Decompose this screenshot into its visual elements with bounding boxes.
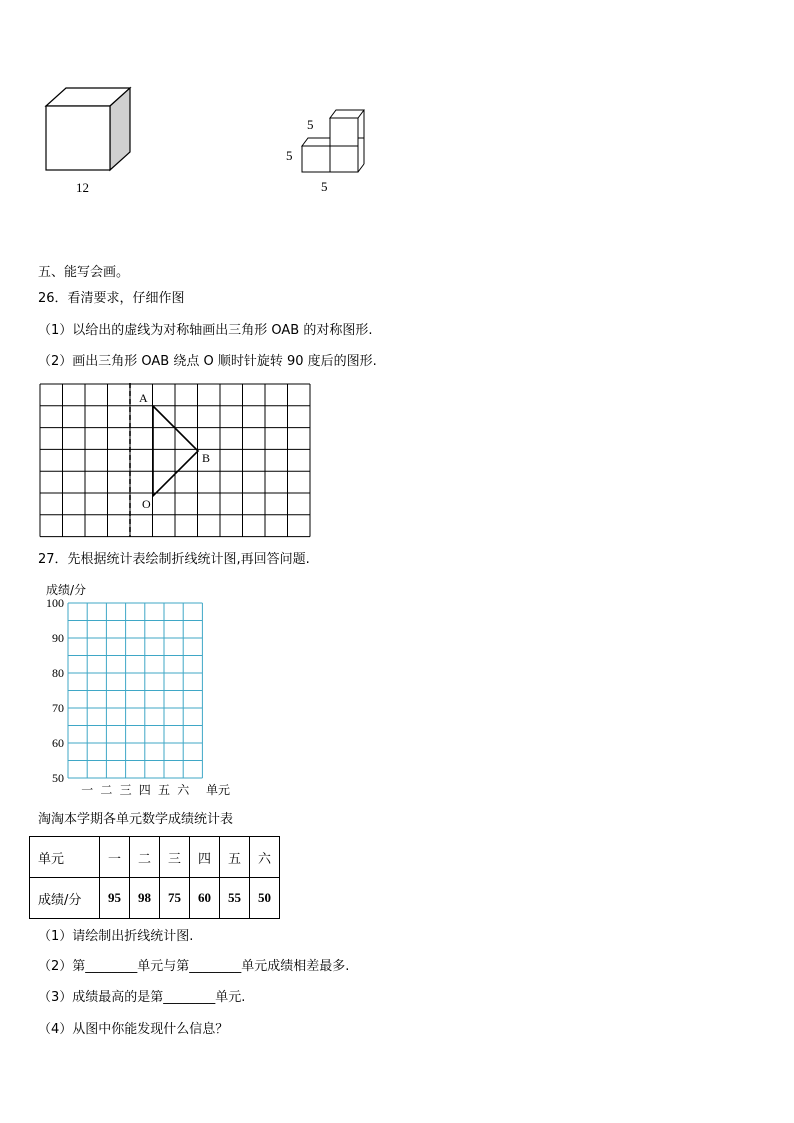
section-title: 五、能写会画。 [38, 265, 130, 280]
point-b-label: B [202, 451, 211, 465]
y-tick-label: 90 [52, 631, 64, 645]
unit-cell: 一 [100, 837, 130, 878]
q27-title: 27．先根据统计表绘制折线统计图,再回答问题. [38, 552, 310, 567]
unit-cell: 五 [220, 837, 250, 878]
composite-left-label: 5 [286, 148, 293, 163]
chart-xlabel: 单元 [206, 783, 231, 797]
cube-edge-label: 12 [76, 180, 89, 195]
score-cell: 75 [160, 878, 190, 919]
table-caption: 淘淘本学期各单元数学成绩统计表 [38, 812, 234, 827]
unit-cell: 六 [250, 837, 280, 878]
q26-grid-figure [38, 383, 314, 539]
point-o-label: O [142, 497, 151, 511]
q26-item1: （1）以给出的虚线为对称轴画出三角形 OAB 的对称图形. [38, 323, 373, 338]
score-cell: 95 [100, 878, 130, 919]
x-tick-label: 一 [81, 783, 94, 797]
q26-title: 26．看清要求，仔细作图 [38, 291, 185, 306]
composite-cubes-figure [296, 104, 376, 180]
score-cell: 98 [130, 878, 160, 919]
q27-sub1: （1）请绘制出折线统计图. [38, 929, 194, 944]
q27-sub3: （3）成绩最高的是第________单元. [38, 990, 246, 1005]
score-cell: 60 [190, 878, 220, 919]
unit-cell: 三 [160, 837, 190, 878]
table-row [30, 837, 280, 878]
cube-figure [40, 84, 140, 196]
composite-top-label: 5 [307, 117, 314, 132]
x-tick-label: 四 [138, 783, 151, 797]
score-cell: 55 [220, 878, 250, 919]
row2-header: 成绩/分 [30, 878, 100, 919]
y-tick-label: 50 [52, 771, 64, 785]
unit-cell: 二 [130, 837, 160, 878]
q26-item2: （2）画出三角形 OAB 绕点 O 顺时针旋转 90 度后的图形. [38, 354, 377, 369]
y-tick-label: 80 [52, 666, 64, 680]
composite-bottom-label: 5 [321, 179, 328, 194]
x-tick-label: 二 [100, 783, 113, 797]
y-tick-label: 70 [52, 701, 64, 715]
score-table [29, 836, 280, 919]
score-cell: 50 [250, 878, 280, 919]
unit-cell: 四 [190, 837, 220, 878]
point-a-label: A [139, 391, 148, 405]
row1-header: 单元 [30, 837, 100, 878]
line-chart [40, 580, 240, 800]
q27-sub4: （4）从图中你能发现什么信息？ [38, 1022, 229, 1037]
chart-ylabel: 成绩/分 [46, 583, 87, 597]
x-tick-label: 三 [119, 783, 132, 797]
x-tick-label: 五 [157, 783, 171, 797]
y-tick-label: 60 [52, 736, 64, 750]
q27-sub2: （2）第________单元与第________单元成绩相差最多. [38, 959, 350, 974]
x-tick-label: 六 [177, 783, 190, 797]
y-tick-label: 100 [46, 596, 64, 610]
table-row [30, 878, 280, 919]
